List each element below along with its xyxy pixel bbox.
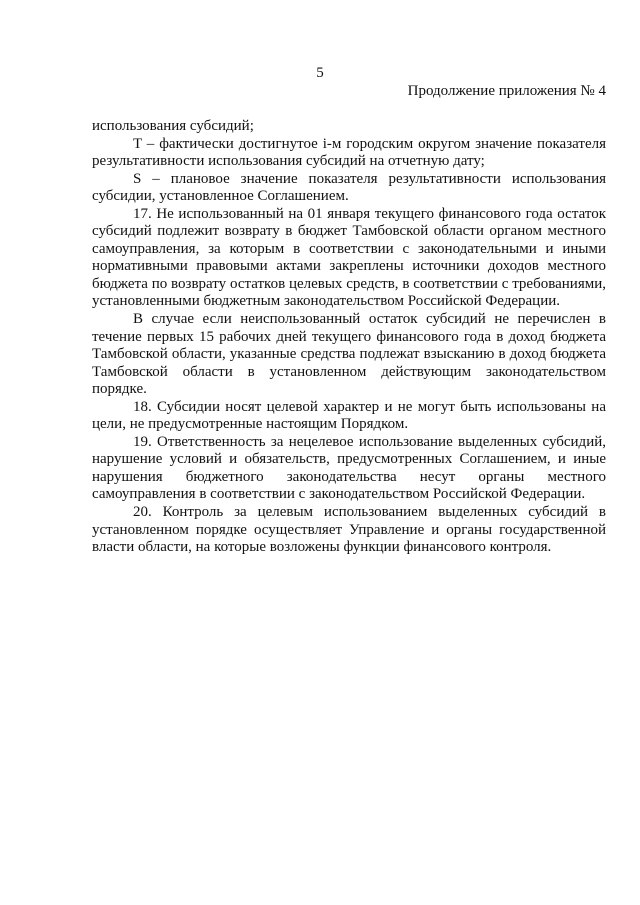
- paragraph-18: 18. Субсидии носят целевой характер и не могут быть использованы на цели, не предусмотренные настоящим Порядком.: [92, 398, 606, 433]
- paragraph-20: 20. Контроль за целевым использованием выделенных субсидий в установленном порядке осуществляет Управление и органы государственной власти области, на которые возложены функции финансового контроля.: [92, 504, 606, 556]
- page-number: 5: [316, 65, 324, 81]
- paragraph-t-definition: T – фактически достигнутое i-м городским округом значение показателя результативности использования субсидий на отчетную дату;: [92, 135, 606, 170]
- paragraph-continuation: использования субсидий;: [92, 118, 254, 134]
- paragraph-17: 17. Не использованный на 01 января текущего финансового года остаток субсидий подлежит возврату в бюджет Тамбовской области органом местного самоуправления, за которым в соответствии с законодательными и иными нормативными правовыми актами закреплены источники доходов местного бюджета по возврату остатков целевых средств, в соответствии с требованиями, установленными бюджетным законодательством Российской Федерации.: [92, 205, 606, 310]
- appendix-continuation-label: Продолжение приложения № 4: [407, 83, 606, 99]
- paragraph-19: 19. Ответственность за нецелевое использование выделенных субсидий, нарушение условий и обязательств, предусмотренных Соглашением, и иные нарушения бюджетного законодательства несут органы местного самоуправления в соответствии с законодательством Российской Федерации.: [92, 433, 606, 503]
- paragraph-17-case: В случае если неиспользованный остаток субсидий не перечислен в течение первых 15 рабочих дней текущего финансового года в доход бюджета Тамбовской области, указанные средства подлежат взысканию в доход бюджета Тамбовской области в установленном действующим законодательством порядке.: [92, 311, 606, 398]
- document-body: [92, 118, 606, 557]
- paragraph-s-definition: S – плановое значение показателя результативности использования субсидии, установленное Соглашением.: [92, 170, 606, 205]
